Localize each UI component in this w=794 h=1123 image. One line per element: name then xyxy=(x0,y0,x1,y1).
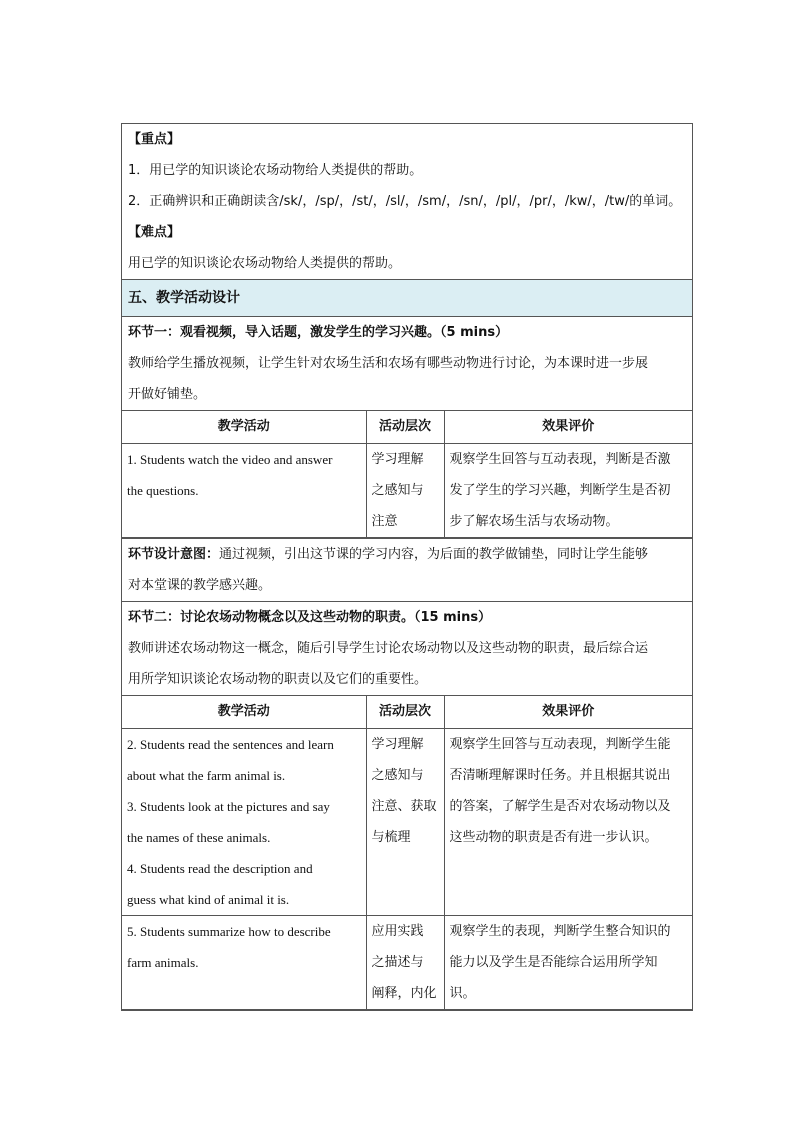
cell-line: 注意 xyxy=(371,514,398,529)
activity-cell xyxy=(122,729,366,916)
stage1-intro xyxy=(121,316,693,410)
cell-line: 发了学生的学习兴趣，判断学生是否初 xyxy=(449,483,671,498)
stage2-title: 环节二：讨论农场动物概念以及这些动物的职责。（15 mins） xyxy=(128,610,492,625)
cell-line: 步了解农场生活与农场动物。 xyxy=(449,514,619,529)
stage1-intent xyxy=(121,538,693,601)
cell-line: 与梳理 xyxy=(371,830,411,845)
cell-line: 的答案，了解学生是否对农场动物以及 xyxy=(449,799,671,814)
cell-line: 观察学生回答与互动表现，判断学生能 xyxy=(449,737,671,752)
cell-line: the questions. xyxy=(127,483,199,498)
header-activity: 教学活动 xyxy=(122,411,366,444)
cell-line: 之感知与 xyxy=(371,768,424,783)
level-cell xyxy=(366,916,444,1010)
cell-line: 1. Students watch the video and answer xyxy=(127,452,333,467)
cell-line: 2. Students read the sentences and learn xyxy=(127,737,334,752)
stage1-desc-line: 开做好铺垫。 xyxy=(128,387,207,402)
cell-line: 学习理解 xyxy=(371,737,424,752)
level-cell xyxy=(366,729,444,916)
activity-cell xyxy=(122,444,366,538)
stage2-desc-line: 教师讲述农场动物这一概念，随后引导学生讨论农场动物以及这些动物的职责，最后综合运 xyxy=(128,641,649,656)
stage2-table xyxy=(121,695,693,1011)
header-level: 活动层次 xyxy=(366,696,444,729)
cell-line: 否清晰理解课时任务。并且根据其说出 xyxy=(449,768,671,783)
eval-cell xyxy=(444,444,692,538)
cell-line: 4. Students read the description and xyxy=(127,861,313,876)
focus-item-2: 2．正确辨识和正确朗读含/sk/，/sp/，/st/，/sl/，/sm/，/sn/，/pl/，/pr/，/kw/，/tw/的单词。 xyxy=(128,194,682,209)
intent-line xyxy=(122,539,692,570)
header-activity: 教学活动 xyxy=(122,696,366,729)
header-eval: 效果评价 xyxy=(444,411,692,444)
stage1-title: 环节一：观看视频，导入话题，激发学生的学习兴趣。（5 mins） xyxy=(128,325,509,340)
table-header-row xyxy=(122,696,692,729)
cell-line: farm animals. xyxy=(127,955,199,970)
stage1-table xyxy=(121,410,693,538)
intent-label: 环节设计意图： xyxy=(128,547,220,562)
stage2-intro xyxy=(121,601,693,695)
table-row xyxy=(122,729,692,916)
cell-line: guess what kind of animal it is. xyxy=(127,892,290,907)
difficulty-text: 用已学的知识谈论农场动物给人类提供的帮助。 xyxy=(128,256,402,271)
activity-cell xyxy=(122,916,366,1010)
cell-line: the names of these animals. xyxy=(127,830,271,845)
cell-line: 之描述与 xyxy=(371,955,424,970)
cell-line: 识。 xyxy=(449,986,476,1001)
lesson-plan-page xyxy=(121,123,693,1011)
intent-line: 对本堂课的教学感兴趣。 xyxy=(128,578,272,593)
header-level: 活动层次 xyxy=(366,411,444,444)
cell-line: about what the farm animal is. xyxy=(127,768,286,783)
cell-line: 5. Students summarize how to describe xyxy=(127,924,331,939)
eval-cell xyxy=(444,729,692,916)
table-row xyxy=(122,916,692,1010)
eval-cell xyxy=(444,916,692,1010)
cell-line: 能力以及学生是否能综合运用所学知 xyxy=(449,955,658,970)
cell-line: 观察学生的表现，判断学生整合知识的 xyxy=(449,924,671,939)
cell-line: 阐释，内化 xyxy=(371,986,437,1001)
key-points-block xyxy=(121,123,693,279)
cell-line: 之感知与 xyxy=(371,483,424,498)
focus-item-1: 1．用已学的知识谈论农场动物给人类提供的帮助。 xyxy=(128,163,423,178)
stage1-desc-line: 教师给学生播放视频，让学生针对农场生活和农场有哪些动物进行讨论，为本课时进一步展 xyxy=(128,356,649,371)
difficulty-heading: 【难点】 xyxy=(128,225,181,240)
section-title: 五、教学活动设计 xyxy=(121,279,693,316)
stage2-desc-line: 用所学知识谈论农场动物的职责以及它们的重要性。 xyxy=(128,672,428,687)
intent-text: 通过视频，引出这节课的学习内容，为后面的教学做铺垫，同时让学生能够 xyxy=(219,547,649,562)
level-cell xyxy=(366,444,444,538)
table-row xyxy=(122,444,692,538)
table-header-row xyxy=(122,411,692,444)
cell-line: 这些动物的职责是否有进一步认识。 xyxy=(449,830,658,845)
cell-line: 注意、获取 xyxy=(371,799,437,814)
cell-line: 应用实践 xyxy=(371,924,424,939)
focus-heading: 【重点】 xyxy=(128,132,181,147)
header-eval: 效果评价 xyxy=(444,696,692,729)
cell-line: 学习理解 xyxy=(371,452,424,467)
cell-line: 观察学生回答与互动表现，判断是否激 xyxy=(449,452,671,467)
cell-line: 3. Students look at the pictures and say xyxy=(127,799,330,814)
